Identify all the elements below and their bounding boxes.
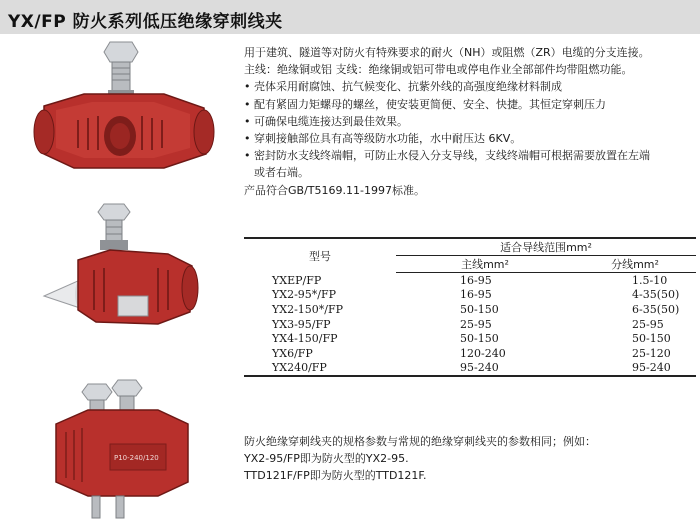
branch-cell: 95-240	[574, 361, 696, 377]
main-cell: 95-240	[396, 361, 574, 377]
main-cell: 16-95	[460, 273, 492, 287]
branch-cell: 25-95	[632, 317, 664, 331]
clamp-image-3	[48, 374, 198, 524]
range-header: 适合导线范围mm²	[396, 238, 696, 256]
desc-line-6: • 穿刺接触部位具有高等级防水功能，水中耐压达 6KV。	[244, 132, 522, 146]
table-row	[244, 302, 696, 317]
product-description	[244, 44, 696, 199]
main-cell: 16-95	[460, 288, 492, 302]
table-row	[244, 361, 696, 377]
branch-header: 分线mm²	[574, 256, 696, 273]
clamp-image-2	[40, 200, 210, 340]
model-cell: YX3-95/FP	[272, 317, 331, 331]
model-header: 型号	[244, 238, 396, 273]
table-row	[244, 288, 696, 303]
table-row	[244, 317, 696, 332]
desc-line-7: • 密封防水支线终端帽，可防止水侵入分支导线，支线终端帽可根据需要放置在左端	[244, 149, 650, 163]
desc-line-3: • 壳体采用耐腐蚀、抗气候变化、抗紫外线的高强度绝缘材料制成	[244, 80, 562, 94]
desc-line-4: • 配有紧固力矩螺母的螺丝，使安装更简便、安全、快捷。其恒定穿刺压力	[244, 97, 606, 111]
desc-line-9: 产品符合GB/T5169.11-1997标准。	[244, 183, 425, 197]
page-header	[0, 0, 700, 34]
table-row	[244, 331, 696, 346]
model-cell: YX6/FP	[272, 346, 313, 360]
branch-cell: 6-35(50)	[632, 302, 680, 316]
model-cell: YX2-150*/FP	[272, 302, 344, 316]
branch-cell: 4-35(50)	[632, 288, 680, 302]
clamp-image-1	[14, 36, 224, 186]
desc-line-8: 或者右端。	[254, 166, 309, 180]
desc-line-2: 主线：绝缘铜或铝 支线：绝缘铜或铝可带电或停电作业全部部件均带阻燃功能。	[244, 63, 633, 77]
spec-table	[244, 237, 696, 377]
footer-line-1: 防火绝缘穿刺线夹的规格参数与常规的绝缘穿刺线夹的参数相同；例如：	[244, 435, 596, 448]
product-images	[0, 34, 230, 526]
product-label: P10-240/120	[114, 454, 159, 462]
footer-note	[244, 433, 696, 484]
desc-line-5: • 可确保电缆连接达到最佳效果。	[244, 114, 408, 128]
model-cell: YXEP/FP	[272, 273, 322, 287]
desc-line-1: 用于建筑、隧道等对防火有特殊要求的耐火（NH）或阻燃（ZR）电缆的分支连接。	[244, 46, 650, 59]
main-cell: 120-240	[460, 346, 506, 360]
branch-cell: 1.5-10	[632, 273, 668, 287]
table-row	[244, 273, 696, 288]
table-row	[244, 346, 696, 361]
page-title: YX/FP 防火系列低压绝缘穿刺线夹	[8, 12, 283, 32]
main-cell: 50-150	[460, 332, 499, 346]
model-cell: YX240/FP	[244, 361, 396, 377]
footer-line-2: YX2-95/FP即为防火型的YX2-95.	[244, 452, 409, 465]
main-header: 主线mm²	[396, 256, 574, 273]
model-cell: YX4-150/FP	[272, 332, 338, 346]
footer-line-3: TTD121F/FP即为防火型的TTD121F.	[244, 469, 427, 482]
model-cell: YX2-95*/FP	[272, 288, 337, 302]
main-cell: 50-150	[460, 302, 499, 316]
main-cell: 25-95	[460, 317, 492, 331]
branch-cell: 50-150	[632, 332, 671, 346]
branch-cell: 25-120	[632, 346, 671, 360]
